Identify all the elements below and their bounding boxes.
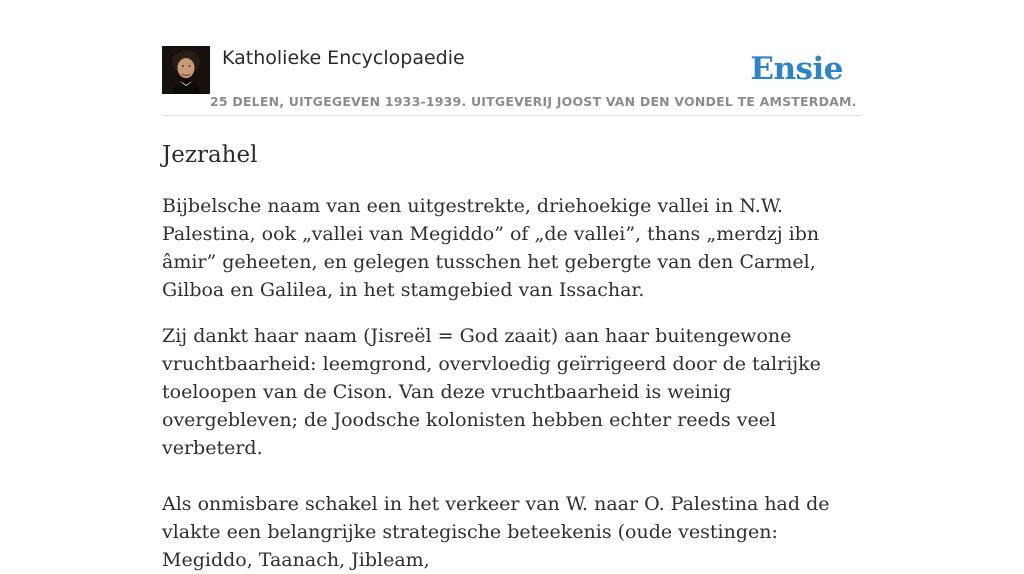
article-paragraph: Als onmisbare schakel in het verkeer van W. naar O. Palestina had de vlakte een belangrijke strategische beteekenis (oude vestingen: Megiddo, Taanach, Jibleam, <box>162 493 830 571</box>
publication-subtitle: 25 DELEN, UITGEGEVEN 1933-1939. UITGEVERIJ JOOST VAN DEN VONDEL TE AMSTERDAM. <box>210 94 857 109</box>
ensie-logo-link[interactable]: Ensie <box>750 51 843 87</box>
publication-avatar[interactable] <box>162 46 210 94</box>
article <box>162 138 862 574</box>
article-title: Jezrahel <box>162 142 258 168</box>
article-paragraph: Zij dankt haar naam (Jisreël = God zaait) aan haar buitengewone vruchtbaarheid: leemgrond, overvloedig geïrrigeerd door de talrijke toeloopen van de Cison. Van deze vruchtbaarheid is weinig overgebleven; de Joodsche kolonisten hebben echter reeds veel verbeterd. <box>162 325 821 459</box>
publication-title[interactable]: Katholieke Encyclopaedie <box>222 47 465 69</box>
portrait-icon <box>162 46 210 94</box>
publication-header <box>162 46 862 116</box>
article-paragraph: Bijbelsche naam van een uitgestrekte, driehoekige vallei in N.W. Palestina, ook „vallei van Megiddo” of „de vallei”, thans „merdzj ibn âmir” geheeten, en gelegen tusschen het gebergte van den Carmel, Gilboa en Galilea, in het stamgebied van Issachar. <box>162 195 820 301</box>
